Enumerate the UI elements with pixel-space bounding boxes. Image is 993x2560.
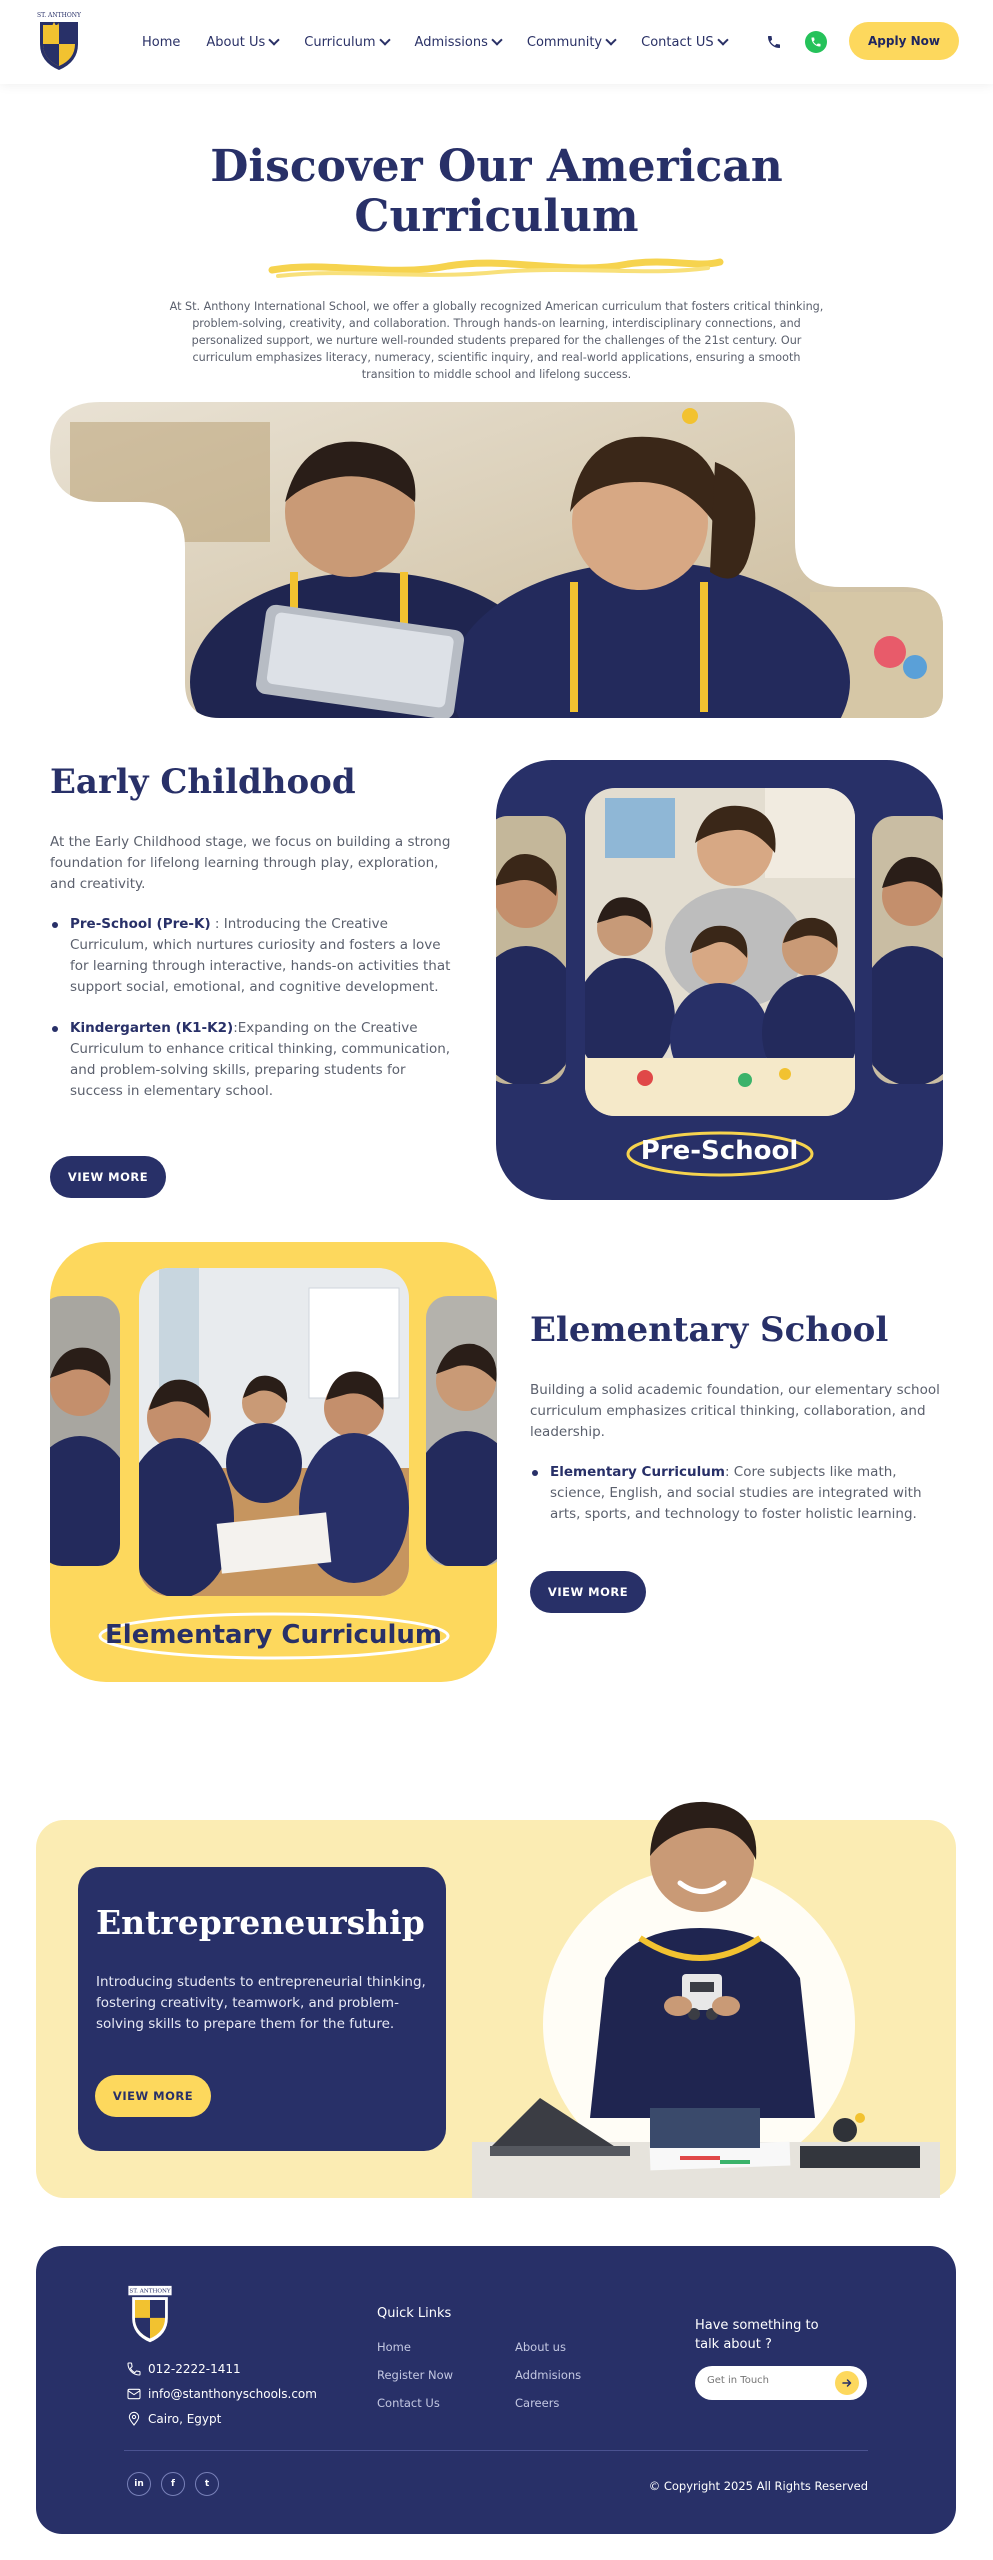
bullet-text: :Expanding on the Creative Curriculum to enhance critical thinking, communication, and problem-solving skills, preparing students for success in elementary school. <box>70 1020 451 1099</box>
get-in-touch-field[interactable] <box>707 2375 827 2386</box>
pre-school-card[interactable] <box>496 760 943 1200</box>
chevron-down-icon <box>379 34 390 45</box>
hero-description: At St. Anthony International School, we offer a globally recognized American curriculum that fosters critical thinking, problem-solving, creativity, and collaboration. Through hands-on learning, interdisciplinary connections, and personalized support, we nurture well-rounded students prepared for the challenges of the 21st century. Our curriculum emphasizes literacy, numeracy, scientific inquiry, and real-world applications, ensuring a smooth transition to middle school and lifelong success. <box>169 300 824 381</box>
svg-text:ST. ANTHONY: ST. ANTHONY <box>37 12 81 19</box>
linkedin-icon[interactable]: in <box>127 2472 151 2496</box>
footer-divider <box>124 2450 868 2451</box>
page-title: Discover Our American Curriculum <box>210 141 783 242</box>
pre-school-photo <box>585 788 855 1116</box>
chevron-down-icon <box>269 34 280 45</box>
site-header <box>0 0 993 84</box>
nav-home[interactable] <box>142 35 180 50</box>
footer-link-home[interactable]: Home <box>377 2340 411 2354</box>
footer-link-register-now[interactable]: Register Now <box>377 2368 454 2382</box>
chevron-down-icon <box>605 34 616 45</box>
elementary-intro: Building a solid academic foundation, our elementary school curriculum emphasizes critical thinking, collaboration, and leadership. <box>530 1382 940 1440</box>
elementary-list <box>530 1462 942 1525</box>
nav-admissions[interactable] <box>415 35 501 50</box>
list-item <box>50 914 462 998</box>
footer-link-about-us[interactable]: About us <box>515 2340 566 2354</box>
svg-text:ST. ANTHONY: ST. ANTHONY <box>129 2288 171 2295</box>
early-childhood-intro: At the Early Childhood stage, we focus on building a strong foundation for lifelong learning through play, exploration, and creativity. <box>50 834 451 892</box>
chevron-down-icon <box>491 34 502 45</box>
entrepreneurship-title: Entrepreneurship <box>96 1903 425 1942</box>
elementary-card[interactable] <box>50 1242 497 1682</box>
submit-arrow-button[interactable] <box>835 2371 859 2395</box>
footer-email[interactable]: info@stanthonyschools.com <box>148 2387 317 2401</box>
elementary-photo <box>139 1268 409 1596</box>
footer-link-admissions[interactable]: Addmisions <box>515 2368 582 2382</box>
copyright-text: © Copyright 2025 All Rights Reserved <box>648 2479 868 2493</box>
facebook-icon[interactable]: f <box>161 2472 185 2496</box>
school-logo[interactable] <box>32 8 86 74</box>
get-in-touch-input[interactable] <box>695 2366 867 2400</box>
side-image <box>426 1296 497 1566</box>
nav-contact-us[interactable] <box>641 35 726 50</box>
nav-community[interactable] <box>527 35 615 50</box>
bullet-term: Pre-School (Pre-K) <box>70 916 211 932</box>
nav-curriculum-label: Curriculum <box>304 34 376 50</box>
location-pin-icon <box>126 2411 142 2427</box>
footer-location: Cairo, Egypt <box>148 2412 222 2426</box>
nav-community-label: Community <box>526 34 603 50</box>
footer-logo[interactable] <box>124 2284 176 2346</box>
nav-admissions-label: Admissions <box>414 34 488 50</box>
phone-icon[interactable] <box>763 31 785 53</box>
footer-phone[interactable]: 012-2222-1411 <box>148 2362 241 2376</box>
pre-school-label: Pre-School <box>640 1136 799 1166</box>
bullet-text: : Core subjects like math, science, English, and social studies are integrated with arts, sports, and technology to foster holistic learning. <box>550 1464 922 1522</box>
bullet-term: Kindergarten (K1-K2) <box>70 1020 234 1036</box>
early-childhood-list <box>50 914 462 1102</box>
footer-cta-title: Have something to talk about ? <box>695 2318 819 2352</box>
nav-about-us[interactable] <box>206 35 278 50</box>
phone-icon <box>126 2361 142 2377</box>
entrepreneurship-text: Introducing students to entrepreneurial thinking, fostering creativity, teamwork, and problem-solving skills to prepare them for the future. <box>96 1974 426 2032</box>
entrepreneurship-view-more-button[interactable]: VIEW MORE <box>95 2075 211 2117</box>
list-item <box>530 1462 942 1525</box>
apply-now-button[interactable]: Apply Now <box>849 22 959 60</box>
main-nav <box>142 0 727 84</box>
side-image <box>50 1296 120 1566</box>
elementary-label: Elementary Curriculum <box>105 1620 442 1650</box>
early-childhood-title: Early Childhood <box>50 762 356 802</box>
side-image <box>872 816 943 1084</box>
nav-contact-label: Contact US <box>641 34 714 50</box>
decorative-underline <box>268 250 724 284</box>
list-item <box>50 1018 462 1102</box>
bullet-text: : Introducing the Creative Curriculum, which nurtures curiosity and fosters a love for learning through interactive, hands-on activities that support social, emotional, and cognitive development. <box>70 916 451 995</box>
chevron-down-icon <box>717 34 728 45</box>
elementary-title: Elementary School <box>530 1310 889 1350</box>
mail-icon <box>126 2386 142 2402</box>
side-image <box>496 816 566 1084</box>
bullet-term: Elementary Curriculum <box>550 1464 725 1480</box>
boy-with-robot-image <box>470 1778 940 2198</box>
hero-image-kids-tablet <box>50 402 943 718</box>
nav-about-label: About Us <box>206 34 266 50</box>
nav-home-label: Home <box>142 34 181 50</box>
early-view-more-button[interactable]: VIEW MORE <box>50 1156 166 1198</box>
footer-link-careers[interactable]: Careers <box>515 2396 560 2410</box>
arrow-right-icon <box>841 2377 853 2389</box>
elementary-view-more-button[interactable]: VIEW MORE <box>530 1571 646 1613</box>
twitter-icon[interactable]: t <box>195 2472 219 2496</box>
nav-curriculum[interactable] <box>304 35 388 50</box>
footer-link-contact-us[interactable]: Contact Us <box>377 2396 440 2410</box>
whatsapp-icon[interactable] <box>805 31 827 53</box>
quick-links-title: Quick Links <box>377 2306 452 2321</box>
